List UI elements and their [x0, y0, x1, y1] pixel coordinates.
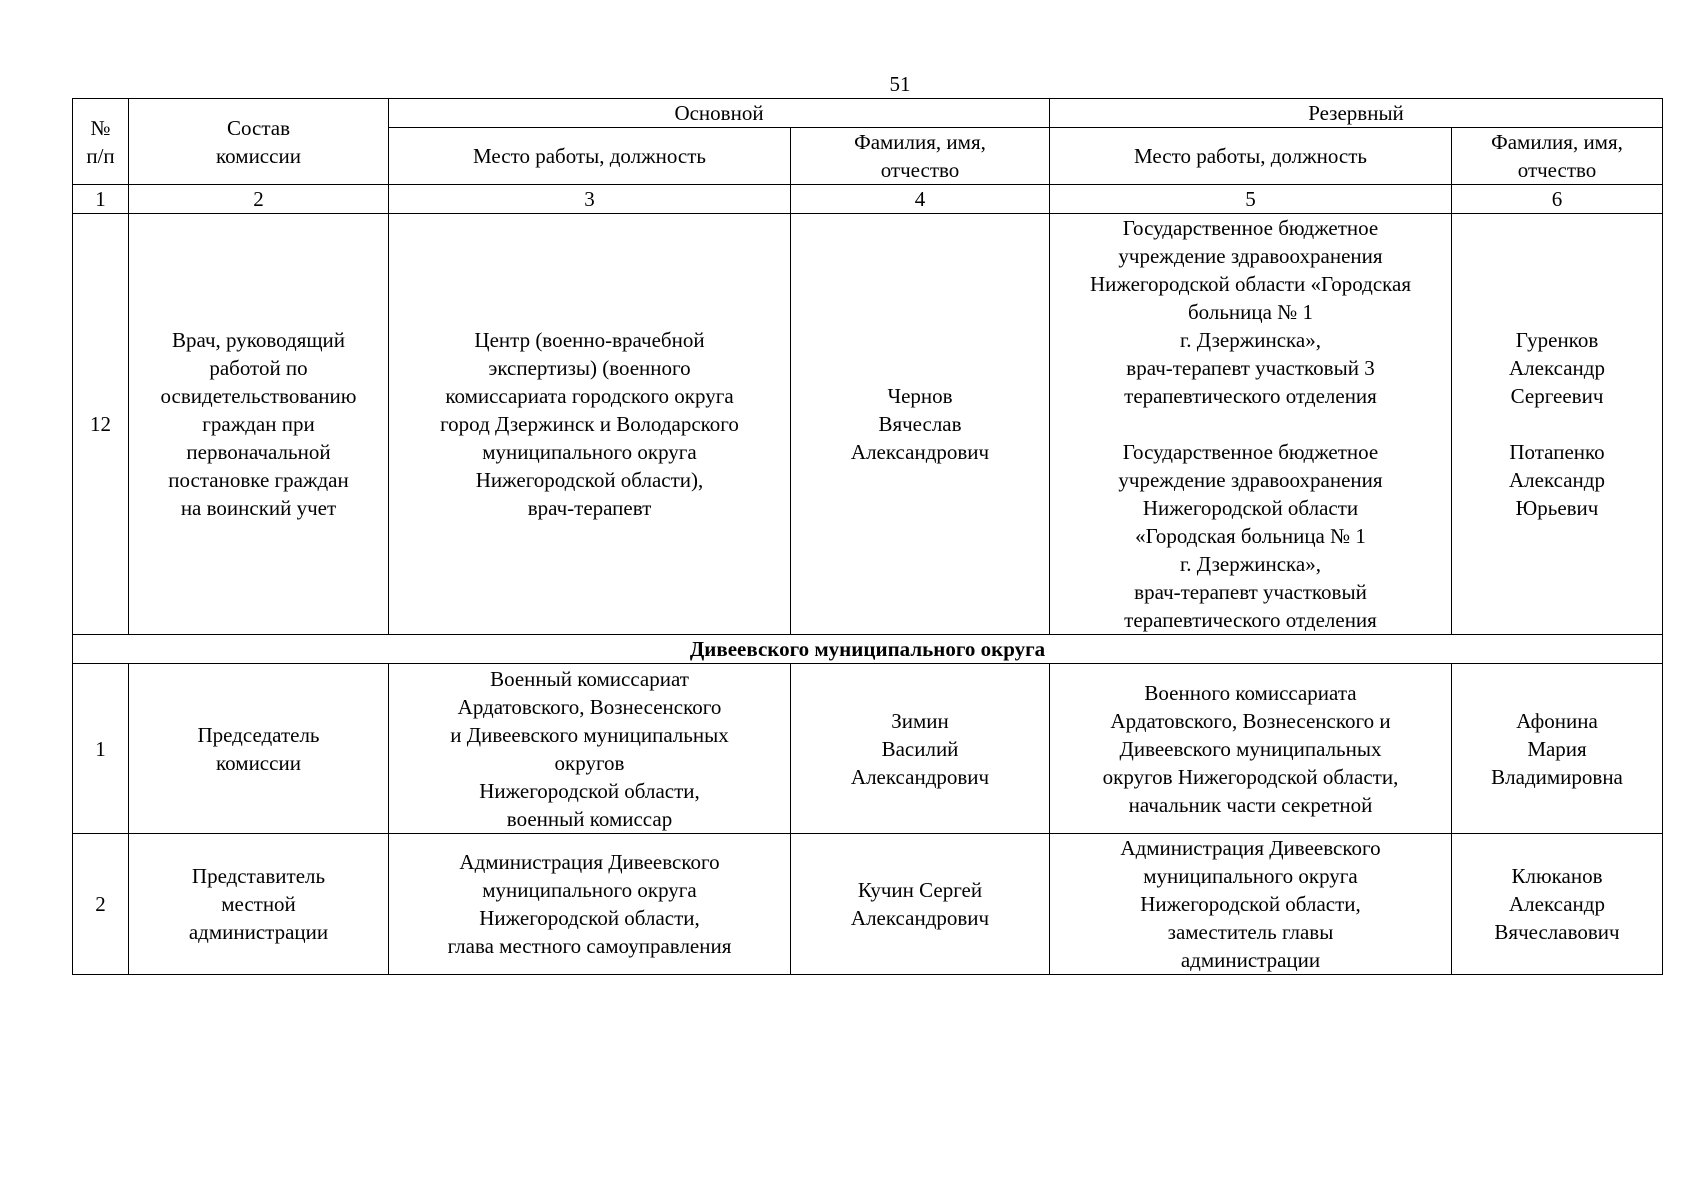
column-number: 5	[1050, 185, 1452, 214]
reserve-full-name: Клюканов Александр Вячеславович	[1452, 834, 1663, 975]
header-composition: Состав комиссии	[129, 99, 389, 185]
reserve-full-name: Гуренков Александр Сергеевич Потапенко Александр Юрьевич	[1452, 214, 1663, 635]
header-row-groups	[73, 99, 1663, 128]
section-title: Дивеевского муниципального округа	[73, 635, 1663, 664]
reserve-workplace: Военного комиссариата Ардатовского, Вознесенского и Дивеевского муниципальных округов Нижегородской области, начальник части секретной	[1050, 664, 1452, 834]
reserve-full-name: Афонина Мария Владимировна	[1452, 664, 1663, 834]
table-row	[73, 214, 1663, 635]
column-number: 1	[73, 185, 129, 214]
main-full-name: Зимин Василий Александрович	[791, 664, 1050, 834]
column-number: 3	[389, 185, 791, 214]
column-number: 4	[791, 185, 1050, 214]
main-workplace: Военный комиссариат Ардатовского, Вознесенского и Дивеевского муниципальных округов Нижегородской области, военный комиссар	[389, 664, 791, 834]
page-number: 51	[889, 72, 911, 96]
row-number: 1	[73, 664, 129, 834]
table-row	[73, 664, 1663, 834]
row-number: 12	[73, 214, 129, 635]
reserve-workplace: Государственное бюджетное учреждение здравоохранения Нижегородской области «Городская больница № 1 г. Дзержинска», врач-терапевт участковый 3 терапевтического отделения Государственное бюджетное учреждение здравоохранения Нижегородской области «Городская больница № 1 г. Дзержинска», врач-терапевт участковый терапевтического отделения	[1050, 214, 1452, 635]
column-number-row	[73, 185, 1663, 214]
main-full-name: Чернов Вячеслав Александрович	[791, 214, 1050, 635]
header-reserve-workplace: Место работы, должность	[1050, 128, 1452, 185]
header-num: № п/п	[73, 99, 129, 185]
table-row	[73, 834, 1663, 975]
main-workplace: Администрация Дивеевского муниципального округа Нижегородской области, глава местного самоуправления	[389, 834, 791, 975]
header-main-fio: Фамилия, имя, отчество	[791, 128, 1050, 185]
main-full-name: Кучин Сергей Александрович	[791, 834, 1050, 975]
commission-role: Председатель комиссии	[129, 664, 389, 834]
header-main-workplace: Место работы, должность	[389, 128, 791, 185]
main-workplace: Центр (военно-врачебной экспертизы) (военного комиссариата городского округа город Дзержинск и Володарского муниципального округа Нижегородской области), врач-терапевт	[389, 214, 791, 635]
column-number: 6	[1452, 185, 1663, 214]
column-number: 2	[129, 185, 389, 214]
commission-table	[72, 98, 1663, 975]
row-number: 2	[73, 834, 129, 975]
commission-role: Врач, руководящий работой по освидетельствованию граждан при первоначальной постановке граждан на воинский учет	[129, 214, 389, 635]
commission-role: Представитель местной администрации	[129, 834, 389, 975]
reserve-workplace: Администрация Дивеевского муниципального округа Нижегородской области, заместитель главы администрации	[1050, 834, 1452, 975]
section-row	[73, 635, 1663, 664]
header-main-group: Основной	[389, 99, 1050, 128]
header-reserve-fio: Фамилия, имя, отчество	[1452, 128, 1663, 185]
header-reserve-group: Резервный	[1050, 99, 1663, 128]
